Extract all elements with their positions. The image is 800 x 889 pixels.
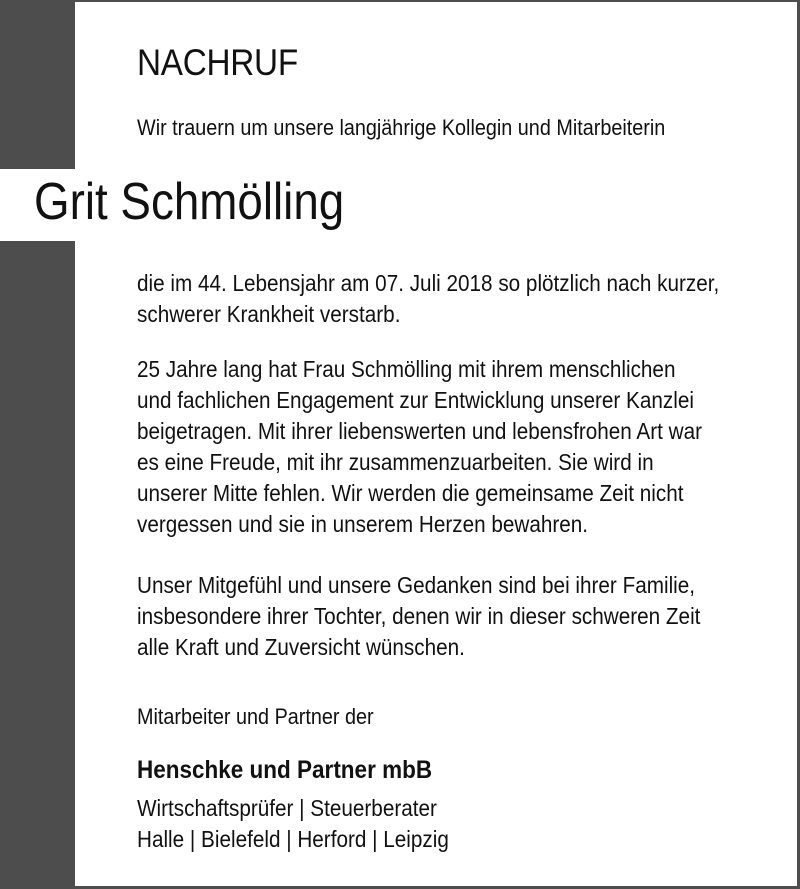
paragraph-line: vergessen und sie in unserem Herzen bewahren. bbox=[137, 511, 589, 537]
paragraph-line: und fachlichen Engagement zur Entwicklung unserer Kanzlei bbox=[137, 387, 694, 413]
top-frame-border bbox=[0, 0, 800, 2]
condolence-paragraph bbox=[137, 570, 700, 663]
paragraph-line: Unser Mitgefühl und unsere Gedanken sind bei ihrer Familie, bbox=[137, 572, 696, 598]
paragraph-line: insbesondere ihrer Tochter, denen wir in dieser schweren Zeit bbox=[137, 603, 701, 629]
company-name: Henschke und Partner mbB bbox=[137, 756, 433, 784]
intro-text: Wir trauern um unsere langjährige Kollegin und Mitarbeiterin bbox=[137, 115, 666, 140]
left-frame-bar bbox=[0, 0, 75, 889]
paragraph-line: unserer Mitte fehlen. Wir werden die gemeinsame Zeit nicht bbox=[137, 480, 684, 506]
paragraph-line: 25 Jahre lang hat Frau Schmölling mit ihrem menschlichen bbox=[137, 356, 676, 382]
tribute-paragraph bbox=[137, 354, 702, 540]
deceased-name: Grit Schmölling bbox=[34, 173, 345, 231]
notice-heading: NACHRUF bbox=[137, 42, 298, 83]
death-paragraph bbox=[137, 268, 719, 330]
signature-intro: Mitarbeiter und Partner der bbox=[137, 704, 374, 729]
paragraph-line: es eine Freude, mit ihr zusammenzuarbeiten. Sie wird in bbox=[137, 449, 654, 475]
paragraph-line: die im 44. Lebensjahr am 07. Juli 2018 so plötzlich nach kurzer, bbox=[137, 270, 720, 296]
paragraph-line: beigetragen. Mit ihrer liebenswerten und lebensfrohen Art war bbox=[137, 418, 702, 444]
paragraph-line: schwerer Krankheit verstarb. bbox=[137, 301, 401, 327]
paragraph-line: alle Kraft und Zuversicht wünschen. bbox=[137, 634, 465, 660]
company-locations: Halle | Bielefeld | Herford | Leipzig bbox=[137, 826, 449, 852]
company-services: Wirtschaftsprüfer | Steuerberater bbox=[137, 795, 437, 821]
